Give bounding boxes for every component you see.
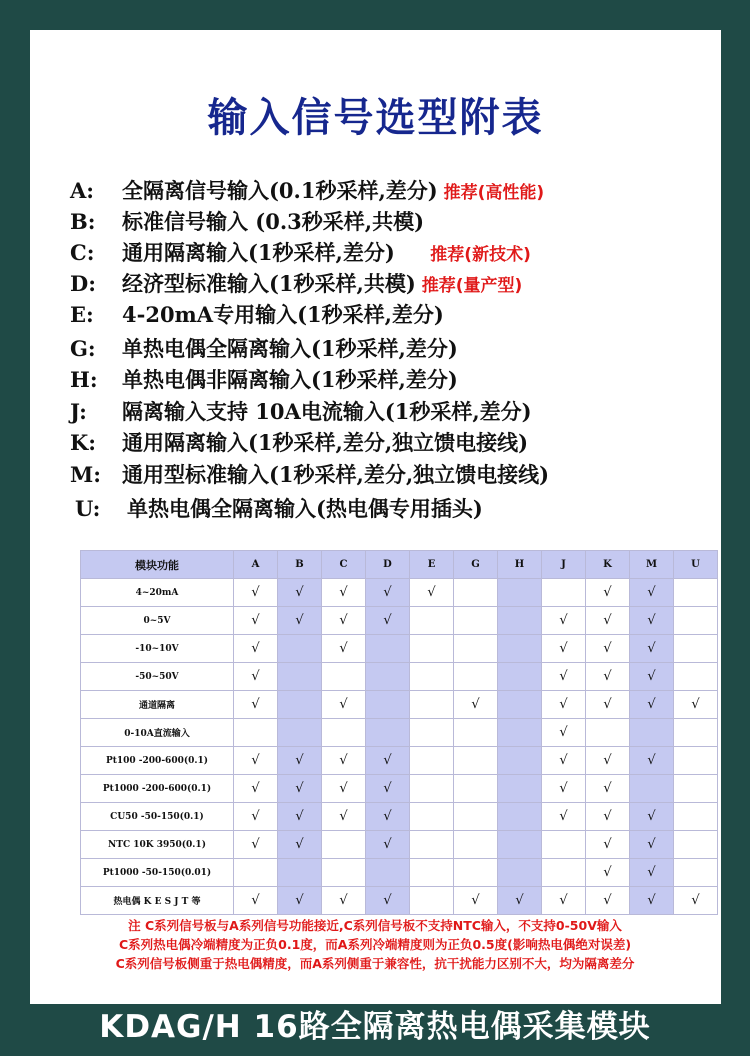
- footer-title: KDAG/H 16路全隔离热电偶采集模块: [99, 1009, 651, 1045]
- table-cell: [454, 607, 498, 635]
- option-code: A:: [70, 178, 95, 203]
- table-row: [81, 719, 718, 747]
- table-cell: [630, 719, 674, 747]
- table-cell: [498, 579, 542, 607]
- table-cell: √: [366, 579, 410, 607]
- table-cell: √: [278, 607, 322, 635]
- table-row-label: 4~20mA: [81, 579, 234, 607]
- table-cell: [454, 579, 498, 607]
- table-cell: √: [234, 635, 278, 663]
- option-item: [70, 334, 458, 364]
- table-cell: [410, 607, 454, 635]
- table-cell: [278, 859, 322, 887]
- table-cell: [498, 635, 542, 663]
- table-cell: √: [322, 775, 366, 803]
- table-cell: [454, 719, 498, 747]
- table-cell: [542, 831, 586, 859]
- table-cell: √: [674, 887, 718, 915]
- option-item: [70, 269, 522, 299]
- table-column-header: J: [542, 551, 586, 579]
- table-row: [81, 635, 718, 663]
- table-cell: √: [366, 747, 410, 775]
- table-cell: √: [322, 887, 366, 915]
- table-cell: √: [542, 607, 586, 635]
- table-cell: √: [322, 691, 366, 719]
- table-cell: √: [366, 775, 410, 803]
- table-cell: √: [410, 579, 454, 607]
- table-cell: [366, 859, 410, 887]
- option-code: E:: [70, 302, 94, 327]
- table-cell: √: [234, 663, 278, 691]
- table-cell: √: [278, 579, 322, 607]
- table-cell: √: [234, 691, 278, 719]
- option-text: 标准信号输入 (0.3秒采样,共模): [122, 209, 425, 234]
- table-cell: [498, 607, 542, 635]
- table-cell: √: [366, 803, 410, 831]
- table-cell: [410, 691, 454, 719]
- table-cell: √: [542, 719, 586, 747]
- table-cell: √: [542, 803, 586, 831]
- option-text: 通用隔离输入(1秒采样,差分): [122, 240, 395, 265]
- table-cell: √: [234, 775, 278, 803]
- option-text: 4-20mA专用输入(1秒采样,差分): [122, 302, 444, 327]
- table-column-header: U: [674, 551, 718, 579]
- table-cell: √: [630, 607, 674, 635]
- table-cell: [674, 859, 718, 887]
- table-row: [81, 663, 718, 691]
- option-text: 通用型标准输入(1秒采样,差分,独立馈电接线): [122, 462, 550, 487]
- option-code: C:: [70, 240, 95, 265]
- option-text: 单热电偶全隔离输入(1秒采样,差分): [122, 336, 458, 361]
- table-cell: [674, 579, 718, 607]
- table-cell: √: [322, 747, 366, 775]
- table-column-header: A: [234, 551, 278, 579]
- table-cell: [278, 635, 322, 663]
- table-cell: √: [234, 831, 278, 859]
- table-cell: √: [322, 803, 366, 831]
- table-cell: √: [586, 607, 630, 635]
- table-row-label: NTC 10K 3950(0.1): [81, 831, 234, 859]
- selection-table: [80, 550, 718, 915]
- table-cell: [674, 803, 718, 831]
- table-row: [81, 803, 718, 831]
- table-cell: √: [542, 775, 586, 803]
- note-line: C系列热电偶冷端精度为正负0.1度，而A系列冷端精度则为正负0.5度(影响热电偶绝对误差): [118, 937, 632, 952]
- table-row: [81, 747, 718, 775]
- table-cell: [454, 803, 498, 831]
- table-cell: √: [586, 691, 630, 719]
- table-cell: √: [234, 803, 278, 831]
- table-cell: √: [586, 747, 630, 775]
- table-cell: [454, 775, 498, 803]
- option-recommendation: 推荐(量产型): [415, 276, 523, 296]
- table-cell: [366, 663, 410, 691]
- table-cell: [454, 831, 498, 859]
- table-cell: [586, 719, 630, 747]
- table-cell: [674, 719, 718, 747]
- table-cell: [410, 747, 454, 775]
- table-row: [81, 607, 718, 635]
- table-cell: [454, 747, 498, 775]
- table-cell: [498, 859, 542, 887]
- table-cell: [410, 663, 454, 691]
- table-cell: √: [234, 579, 278, 607]
- table-cell: [278, 719, 322, 747]
- table-cell: √: [542, 691, 586, 719]
- table-cell: √: [322, 635, 366, 663]
- table-column-header: B: [278, 551, 322, 579]
- table-cell: √: [630, 859, 674, 887]
- table-cell: [234, 859, 278, 887]
- table-cell: √: [454, 691, 498, 719]
- option-recommendation: 推荐(高性能): [437, 183, 545, 203]
- table-cell: √: [498, 887, 542, 915]
- table-cell: [498, 719, 542, 747]
- option-code: J:: [70, 399, 87, 424]
- table-cell: √: [234, 607, 278, 635]
- table-cell: [674, 775, 718, 803]
- table-column-header: K: [586, 551, 630, 579]
- table-cell: [322, 719, 366, 747]
- table-cell: √: [630, 803, 674, 831]
- table-cell: √: [278, 775, 322, 803]
- table-cell: √: [586, 887, 630, 915]
- table-cell: [278, 691, 322, 719]
- table-cell: √: [278, 747, 322, 775]
- table-cell: √: [586, 663, 630, 691]
- table-cell: [322, 831, 366, 859]
- table-cell: [674, 635, 718, 663]
- option-text: 单热电偶全隔离输入(热电偶专用插头): [127, 496, 483, 521]
- table-row-label: 0~5V: [81, 607, 234, 635]
- table-cell: √: [366, 607, 410, 635]
- table-cell: √: [234, 747, 278, 775]
- table-cell: √: [542, 747, 586, 775]
- table-cell: √: [630, 747, 674, 775]
- option-item: [70, 397, 532, 427]
- table-cell: √: [278, 803, 322, 831]
- table-row-label: 热电偶 K E S J T 等: [81, 887, 234, 915]
- table-cell: [366, 691, 410, 719]
- table-row: [81, 859, 718, 887]
- option-item: [70, 365, 458, 395]
- table-cell: [630, 775, 674, 803]
- option-text: 通用隔离输入(1秒采样,差分,独立馈电接线): [122, 430, 529, 455]
- option-item: [70, 207, 424, 237]
- table-cell: [410, 887, 454, 915]
- table-cell: [498, 747, 542, 775]
- table-row-label: Pt1000 -200-600(0.1): [81, 775, 234, 803]
- table-row-label: -10~10V: [81, 635, 234, 663]
- table-cell: [674, 607, 718, 635]
- table-cell: [498, 775, 542, 803]
- table-cell: √: [366, 831, 410, 859]
- table-row-label: CU50 -50-150(0.1): [81, 803, 234, 831]
- table-cell: √: [630, 579, 674, 607]
- table-column-header: M: [630, 551, 674, 579]
- table-column-header: G: [454, 551, 498, 579]
- table-cell: √: [542, 635, 586, 663]
- table-cell: √: [586, 635, 630, 663]
- table-cell: [410, 719, 454, 747]
- table-cell: √: [630, 887, 674, 915]
- table-cell: [674, 831, 718, 859]
- table-cell: [674, 663, 718, 691]
- table-row: [81, 775, 718, 803]
- option-code: M:: [70, 462, 101, 487]
- table-cell: [234, 719, 278, 747]
- table-cell: √: [322, 607, 366, 635]
- option-code: U:: [75, 496, 101, 521]
- option-item: [70, 238, 531, 268]
- table-cell: [410, 635, 454, 663]
- option-recommendation: 推荐(新技术): [394, 245, 531, 265]
- table-cell: √: [542, 663, 586, 691]
- option-item: [70, 428, 528, 458]
- note-line: C系列信号板侧重于热电偶精度，而A系列侧重于兼容性，抗干扰能力区别不大，均为隔离差分: [115, 956, 635, 971]
- table-cell: [410, 775, 454, 803]
- table-cell: √: [278, 831, 322, 859]
- table-cell: [410, 831, 454, 859]
- table-cell: √: [366, 887, 410, 915]
- table-row-label: Pt100 -200-600(0.1): [81, 747, 234, 775]
- table-cell: √: [630, 663, 674, 691]
- option-item: [70, 300, 444, 330]
- table-cell: √: [234, 887, 278, 915]
- table-cell: √: [674, 691, 718, 719]
- table-cell: √: [586, 579, 630, 607]
- option-item: [70, 176, 544, 206]
- table-column-header: D: [366, 551, 410, 579]
- table-cell: [674, 747, 718, 775]
- option-text: 隔离输入支持 10A电流输入(1秒采样,差分): [122, 399, 532, 424]
- table-header-label: 模块功能: [81, 551, 234, 579]
- option-text: 全隔离信号输入(0.1秒采样,差分): [122, 178, 438, 203]
- option-code: K:: [70, 430, 97, 455]
- notes-block: [0, 916, 750, 973]
- table-cell: [454, 635, 498, 663]
- table-cell: √: [322, 579, 366, 607]
- option-item: [75, 494, 483, 524]
- note-line: 注 C系列信号板与A系列信号功能接近,C系列信号板不支持NTC输入，不支持0-50V输入: [128, 918, 622, 933]
- table-cell: √: [586, 859, 630, 887]
- table-row-label: 0-10A直流输入: [81, 719, 234, 747]
- option-text: 单热电偶非隔离输入(1秒采样,差分): [122, 367, 458, 392]
- table-cell: [366, 635, 410, 663]
- spec-card: [30, 30, 721, 1004]
- table-cell: [410, 859, 454, 887]
- table-cell: √: [278, 887, 322, 915]
- table-cell: √: [454, 887, 498, 915]
- table-cell: [322, 663, 366, 691]
- table-cell: √: [630, 691, 674, 719]
- table-column-header: E: [410, 551, 454, 579]
- option-code: H:: [70, 367, 98, 392]
- table-cell: [410, 803, 454, 831]
- table-cell: [498, 803, 542, 831]
- table-header-row: [81, 551, 718, 579]
- table-cell: [454, 859, 498, 887]
- table-cell: √: [586, 775, 630, 803]
- table-cell: [366, 719, 410, 747]
- table-cell: √: [542, 887, 586, 915]
- table-row-label: 通道隔离: [81, 691, 234, 719]
- table-cell: [454, 663, 498, 691]
- option-code: B:: [70, 209, 96, 234]
- table-column-header: H: [498, 551, 542, 579]
- option-text: 经济型标准输入(1秒采样,共模): [122, 271, 416, 296]
- table-cell: [498, 691, 542, 719]
- table-column-header: C: [322, 551, 366, 579]
- table-cell: [542, 579, 586, 607]
- table-cell: [498, 831, 542, 859]
- table-row: [81, 579, 718, 607]
- table-cell: √: [630, 831, 674, 859]
- table-cell: [542, 859, 586, 887]
- table-cell: [278, 663, 322, 691]
- table-row: [81, 887, 718, 915]
- option-item: [70, 460, 549, 490]
- table-cell: [498, 663, 542, 691]
- option-code: D:: [70, 271, 96, 296]
- table-cell: √: [586, 803, 630, 831]
- option-code: G:: [70, 336, 96, 361]
- table-row: [81, 691, 718, 719]
- table-cell: √: [630, 635, 674, 663]
- table-cell: √: [586, 831, 630, 859]
- table-cell: [322, 859, 366, 887]
- table-row-label: -50~50V: [81, 663, 234, 691]
- table-row: [81, 831, 718, 859]
- page-title: 输入信号选型附表: [207, 95, 544, 141]
- table-row-label: Pt1000 -50-150(0.01): [81, 859, 234, 887]
